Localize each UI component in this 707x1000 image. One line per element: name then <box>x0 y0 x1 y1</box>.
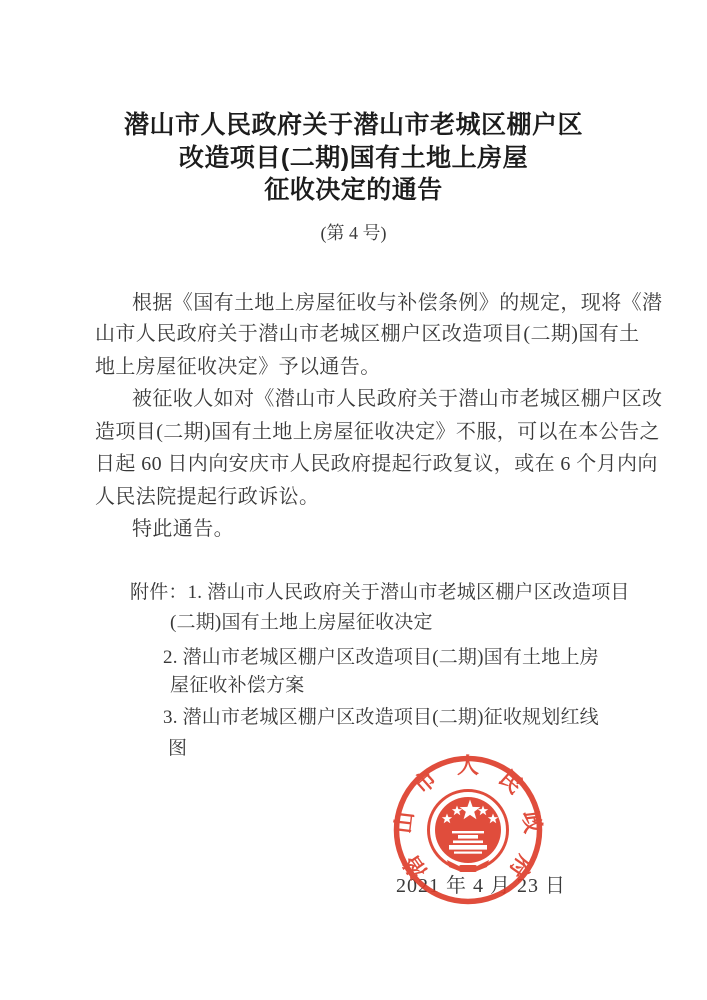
attachment-line: 3. 潜山市老城区棚户区改造项目(二期)征收规划红线 <box>163 707 599 728</box>
body-line: 山市人民政府关于潜山市老城区棚户区改造项目(二期)国有土 <box>95 323 640 345</box>
body-line: 地上房屋征收决定》予以通告。 <box>95 356 381 378</box>
body-line: 特此通告。 <box>132 518 234 540</box>
issue-date: 2021 年 4 月 23 日 <box>396 875 566 897</box>
attachment-line: (二期)国有土地上房屋征收决定 <box>170 612 433 633</box>
seal-char: 市 <box>408 765 442 799</box>
seal-char: 山 <box>390 810 418 835</box>
government-seal <box>383 745 553 915</box>
body-line: 根据《国有土地上房屋征收与补偿条例》的规定，现将《潜 <box>132 292 663 314</box>
body-line: 人民法院提起行政诉讼。 <box>95 486 320 508</box>
seal-char: 府 <box>504 850 538 884</box>
notice-title-line-1: 潜山市人民政府关于潜山市老城区棚户区 <box>123 111 583 139</box>
seal-char: 民 <box>494 765 528 799</box>
notice-title-line-3: 征收决定的通告 <box>264 176 443 204</box>
attachment-line: 2. 潜山市老城区棚户区改造项目(二期)国有土地上房 <box>163 647 599 668</box>
doc-number: (第 4 号) <box>320 223 387 243</box>
seal-char: 人 <box>456 753 480 778</box>
notice-title-line-2: 改造项目(二期)国有土地上房屋 <box>178 144 529 172</box>
body-line: 日起 60 日内向安庆市人民政府提起行政复议，或在 6 个月内向 <box>95 453 658 475</box>
attachment-line: 附件：1. 潜山市人民政府关于潜山市老城区棚户区改造项目 <box>130 582 630 603</box>
attachment-line: 屋征收补偿方案 <box>170 675 305 696</box>
attachment-line: 图 <box>168 738 188 759</box>
national-emblem <box>429 791 508 873</box>
seal-char: 潜 <box>398 850 432 884</box>
body-line: 被征收人如对《潜山市人民政府关于潜山市老城区棚户区改 <box>132 388 663 410</box>
seal-char: 政 <box>518 810 546 835</box>
body-line: 造项目(二期)国有土地上房屋征收决定》不服，可以在本公告之 <box>95 421 660 443</box>
